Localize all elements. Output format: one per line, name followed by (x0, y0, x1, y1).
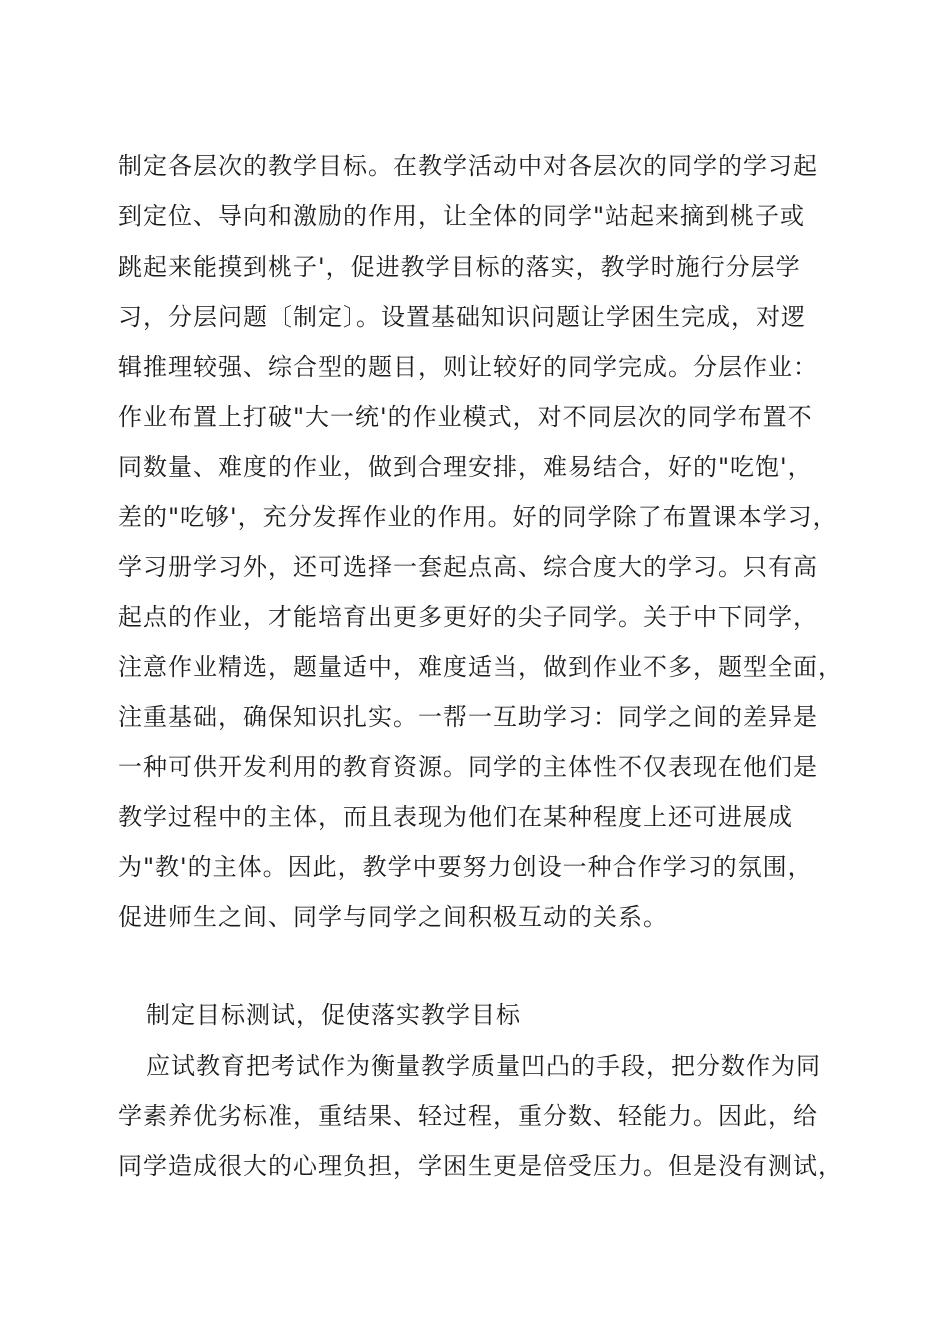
section-heading: 制定目标测试，促使落实教学目标 (146, 1001, 521, 1029)
text-line: 为"教'的主体。因此，教学中要努力创设一种合作学习的氛围， (118, 853, 813, 881)
text-line: 学习册学习外，还可选择一套起点高、综合度大的学习。只有高 (118, 553, 818, 581)
text-line: 学素养优劣标准，重结果、轻过程，重分数、轻能力。因此，给 (118, 1102, 818, 1130)
text-line: 起点的作业，才能培育出更多更好的尖子同学。关于中下同学， (118, 603, 818, 631)
text-line: 跳起来能摸到桃子'，促进教学目标的落实，教学时施行分层学 (118, 253, 801, 281)
text-line: 作业布置上打破"大一统'的作业模式，对不同层次的同学布置不 (118, 403, 813, 431)
text-line: 一种可供开发利用的教育资源。同学的主体性不仅表现在他们是 (118, 753, 818, 781)
text-line: 注意作业精选，题量适中，难度适当，做到作业不多，题型全面， (118, 653, 843, 681)
text-line: 同数量、难度的作业，做到合理安排，难易结合，好的"吃饱'， (118, 453, 813, 481)
text-line: 应试教育把考试作为衡量教学质量凹凸的手段，把分数作为同 (146, 1052, 821, 1080)
text-line: 习，分层问题〔制定〕。设置基础知识问题让学困生完成，对逻 (118, 303, 806, 331)
text-line: 注重基础，确保知识扎实。一帮一互助学习：同学之间的差异是 (118, 703, 818, 731)
text-line: 到定位、导向和激励的作用，让全体的同学"站起来摘到桃子或 (118, 202, 806, 230)
text-line: 同学造成很大的心理负担，学困生更是倍受压力。但是没有测试， (118, 1152, 843, 1180)
text-line: 教学过程中的主体，而且表现为他们在某种程度上还可进展成 (118, 803, 793, 831)
text-line: 差的"吃够'，充分发挥作业的作用。好的同学除了布置课本学习， (118, 503, 838, 531)
text-line: 辑推理较强、综合型的题目，则让较好的同学完成。分层作业： (118, 353, 818, 381)
text-line: 制定各层次的教学目标。在教学活动中对各层次的同学的学习起 (118, 152, 818, 180)
text-line: 促进师生之间、同学与同学之间积极互动的关系。 (118, 903, 668, 931)
